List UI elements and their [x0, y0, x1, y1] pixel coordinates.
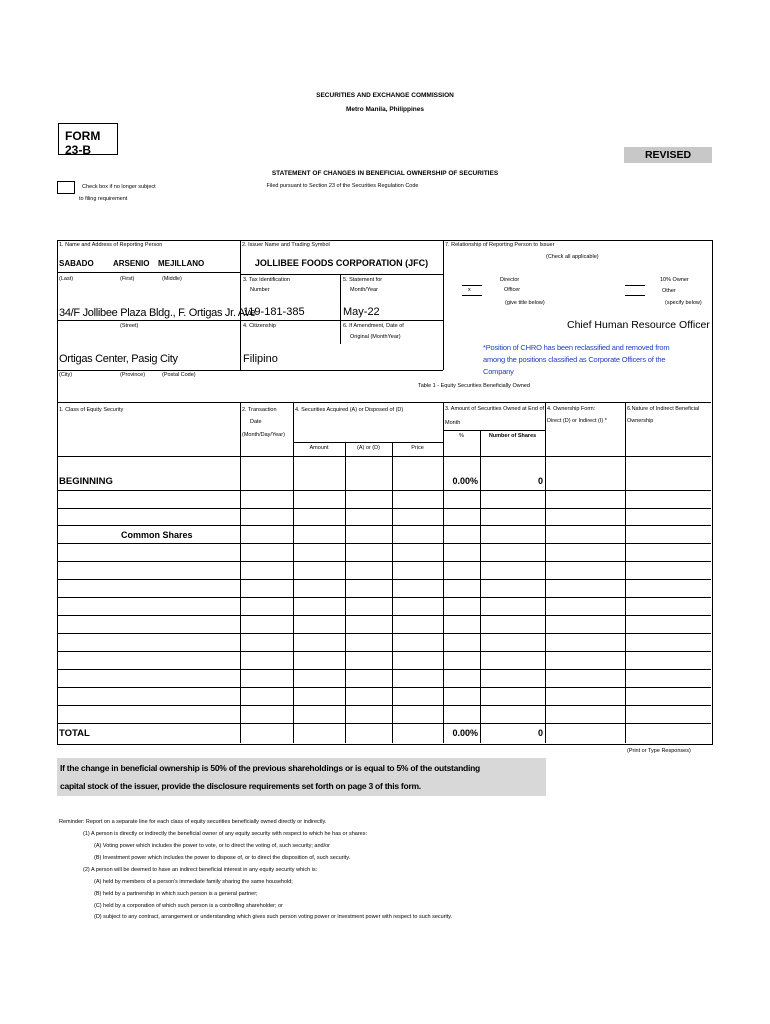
last-label: (Last): [59, 276, 74, 282]
province-label: (Province): [120, 372, 146, 378]
reminder-p2d: (D) subject to any contract, arrangement or understanding which gives such person voting power or investment power with respect to such security.: [94, 914, 453, 920]
check-all-label: (Check all applicable): [546, 254, 599, 260]
beginning-pct: 0.00%: [452, 476, 478, 486]
reminder-p2c: (C) held by a corporation of which such person is a controlling shareholder; or: [94, 903, 283, 909]
person-first: ARSENIO: [113, 259, 150, 268]
reminder-p1a: (A) Voting power which includes the power to vote, or to direct the voting of, such security; and/or: [94, 843, 331, 849]
title-hint: (give title below): [505, 300, 545, 306]
col-acquired-header: 4. Securities Acquired (A) or Disposed of (D): [295, 407, 404, 413]
total-row-label: TOTAL: [59, 728, 90, 739]
reminder-p2: (2) A person will be deemed to have an indirect beneficial interest in any equity security which is:: [83, 867, 318, 873]
specify-label: (specify below): [665, 300, 702, 306]
col-nature-header-2: Ownership: [627, 418, 654, 424]
person-middle: MEJILLANO: [158, 259, 205, 268]
col-form-header-1: 4. Ownership Form:: [547, 406, 596, 412]
tin-label-1: 3. Tax Identification: [243, 277, 290, 283]
checkbox-label-1: Check box if no longer subject: [82, 184, 156, 190]
no-longer-subject-checkbox[interactable]: [57, 181, 75, 194]
relationship-section-label: 7. Relationship of Reporting Person to Issuer: [445, 242, 555, 248]
stmt-label-1: 5. Statement for: [343, 277, 383, 283]
print-note: (Print or Type Responses): [627, 748, 691, 754]
reminder-p2b: (B) held by a partnership in which such person is a general partner;: [94, 891, 258, 897]
reminder-p1: (1) A person is directly or indirectly the beneficial owner of any equity security with respect to which he has or shares:: [83, 831, 367, 837]
col-nature-header-1: 6.Nature of Indirect Beneficial: [627, 406, 700, 412]
common-shares-label: Common Shares: [121, 530, 193, 540]
form-name-box: [58, 123, 118, 155]
officer-label: Officer: [504, 287, 521, 293]
issuer-name: JOLLIBEE FOODS CORPORATION (JFC): [254, 258, 429, 268]
disclosure-line-2: capital stock of the issuer, provide the disclosure requirements set forth on page 3 of this form.: [60, 781, 421, 791]
disclosure-line-1: If the change in beneficial ownership is 50% of the previous shareholdings or is equal to 5% of the outstanding: [60, 763, 480, 773]
officer-mark: x: [468, 287, 471, 293]
revised-badge: REVISED: [624, 147, 712, 163]
reminder-intro: Reminder: Report on a separate line for each class of equity securities beneficially owned directly or indirectly.: [59, 819, 327, 825]
checkbox-label-2: to filing requirement: [79, 196, 128, 202]
agency-title: SECURITIES AND EXCHANGE COMMISSION: [316, 92, 454, 99]
col-owned-header-1: 3. Amount of Securities Owned at End of: [445, 406, 545, 412]
total-pct: 0.00%: [452, 728, 478, 738]
col-form-header-2: Direct (D) or Indirect (I) *: [547, 418, 607, 424]
reminder-p2a: (A) held by members of a person's immediate family sharing the same household;: [94, 879, 293, 885]
street-label: (Street): [120, 323, 139, 329]
tin-label-2: Number: [250, 287, 270, 293]
statement-subtitle: Filed pursuant to Section 23 of the Securities Regulation Code: [266, 183, 419, 189]
city-label: (City): [59, 372, 73, 378]
amend-label-2: Original (MonthYear): [350, 334, 401, 340]
col-date-header-2: Date: [250, 419, 262, 425]
person-section-label: 1. Name and Address of Reporting Person: [59, 242, 163, 248]
ten-pct-owner-label: 10% Owner: [660, 277, 689, 283]
first-label: (First): [120, 276, 135, 282]
citizenship-label: 4. Citizenship: [243, 323, 277, 329]
stmt-value: May-22: [343, 306, 380, 318]
col-price-header: Price: [411, 445, 424, 451]
col-owned-header-2: Month: [445, 420, 461, 426]
col-class-header: 1. Class of Equity Security: [59, 407, 124, 413]
form-name: FORM 23-B: [65, 129, 101, 157]
other-label: Other: [662, 288, 676, 294]
col-ad-header: (A) or (D): [357, 445, 380, 451]
beginning-shares: 0: [537, 476, 543, 486]
person-street: 34/F Jollibee Plaza Bldg., F. Ortigas Jr. Ave: [59, 307, 256, 319]
col-date-header-3: (Month/Day/Year): [242, 432, 285, 438]
col-amount-header: Amount: [309, 445, 329, 451]
beginning-row-label: BEGINNING: [59, 476, 113, 487]
agency-location: Metro Manila, Philippines: [345, 106, 424, 113]
statement-title: STATEMENT OF CHANGES IN BENEFICIAL OWNERSHIP OF SECURITIES: [271, 170, 499, 177]
officer-title: Chief Human Resource Officer: [567, 319, 710, 331]
amend-label-1: 6. If Amendment, Date of: [343, 323, 404, 329]
table-title: Table 1 - Equity Securities Beneficially Owned: [418, 383, 530, 389]
issuer-section-label: 2. Issuer Name and Trading Symbol: [242, 242, 330, 248]
reminder-p1b: (B) Investment power which includes the power to dispose of, or to direct the disposition of, such security.: [94, 855, 351, 861]
person-city: Ortigas Center, Pasig City: [59, 353, 178, 365]
person-last: SABADO: [59, 259, 94, 268]
col-pct-header: %: [459, 433, 464, 439]
postal-label: (Postal Code): [162, 372, 196, 378]
col-date-header-1: 2. Transaction: [242, 407, 277, 413]
director-label: Director: [500, 277, 520, 283]
stmt-label-2: Month/Year: [350, 287, 378, 293]
middle-label: (Middle): [162, 276, 182, 282]
tin-value: 119-181-385: [243, 306, 305, 318]
col-shares-header: Number of Shares: [488, 433, 537, 439]
citizenship-value: Filipino: [243, 353, 278, 365]
total-shares: 0: [537, 728, 543, 738]
disclosure-banner: [57, 758, 546, 796]
chro-note: *Position of CHRO has been reclassified and removed from among the positions classified as Corporate Officers of the Company: [483, 343, 670, 376]
